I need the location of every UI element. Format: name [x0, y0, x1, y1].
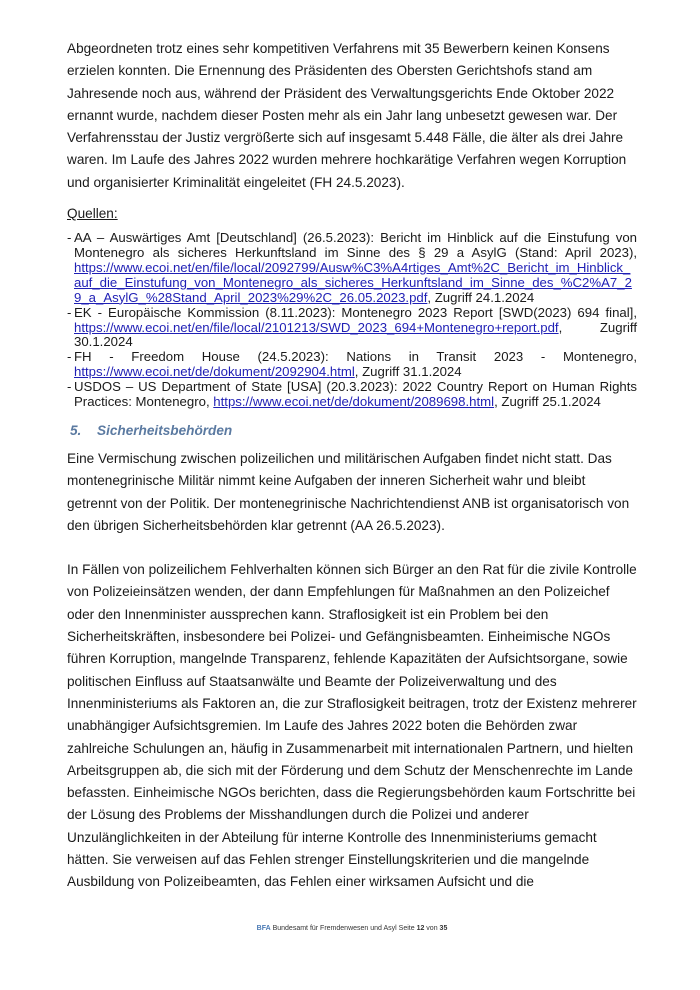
sources-list	[67, 231, 637, 410]
source-access: , Zugriff 25.1.2024	[494, 394, 601, 410]
source-text: USDOS – US Department of State [USA] (20.3.2023): 2022 Country Report on Human Rights Practices: Montenegro,	[74, 379, 637, 410]
footer-of: von	[424, 924, 440, 932]
footer-page: 12	[416, 924, 425, 932]
source-link[interactable]: https://www.ecoi.net/de/dokument/2092904.html	[74, 364, 355, 380]
source-text: FH - Freedom House (24.5.2023): Nations in Transit 2023 - Montenegro,	[74, 349, 637, 365]
source-link[interactable]: https://www.ecoi.net/en/file/local/2092799/Ausw%C3%A4rtiges_Amt%2C_Bericht_im_Hinblick_auf_die_Einstufung_von_Montenegro_als_sicheres_Herkunftsland_im_Sinne_des_%C2%A7_29_a_AsylG_%28Stand_April_2023%29%2C_26.05.2023.pdf	[74, 259, 632, 305]
section-heading	[70, 422, 637, 440]
source-text: AA – Auswärtiges Amt [Deutschland] (26.5.2023): Bericht im Hinblick auf die Einstufung von Montenegro als sicheres Herkunftsland im Sinne des § 29 a AsylG (Stand: April 2023),	[74, 230, 637, 260]
source-text: EK - Europäische Kommission (8.11.2023): Montenegro 2023 Report [SWD(2023) 694 final],	[74, 304, 637, 320]
section-title: Sicherheitsbehörden	[97, 422, 233, 438]
source-link[interactable]: https://www.ecoi.net/en/file/local/2101213/SWD_2023_694+Montenegro+report.pdf	[74, 319, 559, 335]
paragraph-judiciary: Abgeordneten trotz eines sehr kompetitiven Verfahrens mit 35 Bewerbern keinen Konsens erzielen konnten. Die Ernennung des Präsidenten des Obersten Gerichtshofs stand am Jahresende noch aus, während der Präsident des Verwaltungsgerichts Ende Oktober 2022 ernannt wurde, nachdem dieser Posten mehr als ein Jahr lang unbesetzt gewesen war. Der Verfahrensstau der Justiz vergrößerte sich auf insgesamt 5.448 Fälle, die älter als drei Jahre waren. Im Laufe des Jahres 2022 wurden mehrere hochkarätige Verfahren wegen Korruption und organisierter Kriminalität eingeleitet (FH 24.5.2023).	[67, 41, 627, 190]
footer-brand: BFA	[256, 924, 271, 932]
footer-org: Bundesamt für Fremdenwesen und Asyl Seite	[270, 924, 417, 932]
source-access: , Zugriff 31.1.2024	[354, 364, 462, 380]
page-footer	[67, 924, 637, 934]
sources-heading: Quellen:	[67, 206, 118, 222]
source-item	[67, 350, 637, 380]
source-access: , Zugriff 30.1.2024	[74, 319, 637, 350]
paragraph-security-separation: Eine Vermischung zwischen polizeilichen und militärischen Aufgaben findet nicht statt. Das montenegrinische Militär nimmt keine Aufgaben der inneren Sicherheit wahr und bleibt getrennt von der Politik. Der montenegrinische Nachrichtendienst ANB ist organisatorisch von den übrigen Sicherheitsbehörden klar getrennt (AA 26.5.2023).	[67, 450, 630, 533]
source-link[interactable]: https://www.ecoi.net/de/dokument/2089698.html	[213, 394, 495, 410]
source-access: , Zugriff 24.1.2024	[427, 289, 535, 305]
section-number: 5.	[70, 422, 82, 438]
source-item	[67, 380, 637, 410]
source-item	[67, 306, 637, 351]
source-item	[67, 231, 637, 306]
footer-total: 35	[439, 924, 448, 932]
paragraph-police-misconduct: In Fällen von polizeilichem Fehlverhalten können sich Bürger an den Rat für die zivile Kontrolle von Polizeieinsätzen wenden, der dann Empfehlungen für Maßnahmen an den Polizeichef oder den Innenminister aussprechen kann. Straflosigkeit ist ein Problem bei den Sicherheitskräften, insbesondere bei Polizei- und Gefängnisbeamten. Einheimische NGOs führen Korruption, mangelnde Transparenz, fehlende Kapazitäten der Aufsichtsorgane, sowie politischen Einfluss auf Staatsanwälte und Beamte der Polizeiverwaltung und des Innenministeriums als Faktoren an, die zur Straflosigkeit beitragen, trotz der Existenz mehrerer unabhängiger Aufsichtsgremien. Im Laufe des Jahres 2022 boten die Behörden zwar zahlreiche Schulungen an, häufig in Zusammenarbeit mit internationalen Partnern, und hielten Arbeitsgruppen ab, die sich mit der Förderung und dem Schutz der Menschenrechte im Lande befassten. Einheimische NGOs berichten, dass die Regierungsbehörden kaum Fortschritte bei der Lösung des Problems der Misshandlungen durch die Polizei und anderer Unzulänglichkeiten in der Abteilung für interne Kontrolle des Innenministeriums gemacht hätten. Sie verweisen auf das Fehlen strenger Einstellungskriterien und die mangelnde Ausbildung von Polizeibeamten, das Fehlen einer wirksamen Aufsicht und die	[67, 562, 637, 890]
